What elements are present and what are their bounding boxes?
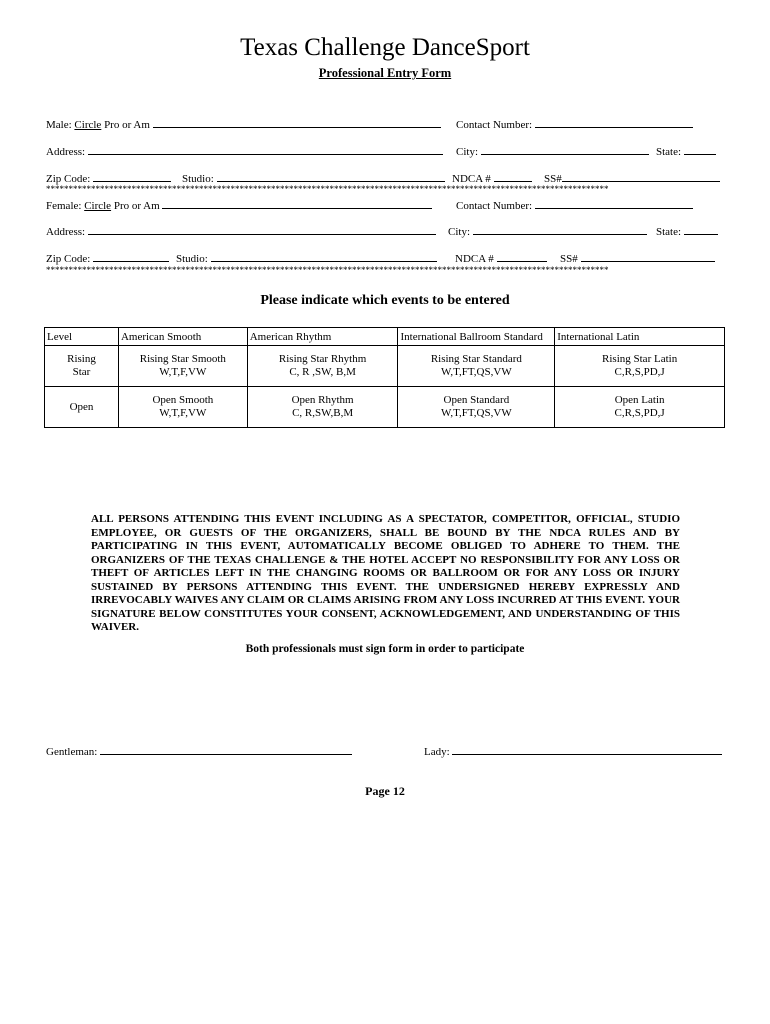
female-address-row [46, 224, 436, 238]
male-city-field[interactable] [481, 144, 649, 155]
separator-top: ***************************************************************************************************************************** [46, 184, 609, 194]
male-label: Male: [46, 119, 72, 131]
event-dances: C,R,S,PD,J [614, 407, 665, 419]
male-city-row [456, 144, 649, 158]
male-studio-row [182, 171, 445, 185]
female-contact-label: Contact Number: [456, 200, 533, 212]
male-city-label: City: [456, 146, 479, 158]
male-ss-field[interactable] [562, 171, 720, 182]
female-name-row [46, 198, 432, 212]
male-address-row [46, 144, 443, 158]
lady-signature-field[interactable] [452, 744, 722, 755]
male-ss-label: SS# [544, 173, 562, 185]
female-state-label: State: [656, 226, 682, 238]
event-name: Open Rhythm [291, 394, 354, 406]
male-address-label: Address: [46, 146, 86, 158]
form-title: Texas Challenge DanceSport [240, 34, 530, 61]
lady-label: Lady: [424, 746, 450, 758]
event-name: Open Standard [443, 394, 510, 406]
event-name: Rising Star Rhythm [278, 353, 367, 365]
female-name-field[interactable] [162, 198, 432, 209]
male-zip-field[interactable] [93, 171, 171, 182]
male-name-field[interactable] [153, 117, 441, 128]
female-ndca-field[interactable] [497, 251, 547, 262]
male-state-field[interactable] [684, 144, 716, 155]
male-circle-options: Pro or Am [101, 119, 150, 131]
event-cell[interactable] [555, 387, 725, 428]
female-label: Female: [46, 200, 82, 212]
event-cell[interactable] [398, 346, 555, 387]
male-studio-field[interactable] [217, 171, 445, 182]
female-zip-row [46, 251, 169, 265]
female-ss-label: SS# [560, 253, 578, 265]
female-ss-field[interactable] [581, 251, 715, 262]
female-ndca-label: NDCA # [455, 253, 494, 265]
female-circle-word: Circle [84, 200, 112, 212]
event-dances: C,R,S,PD,J [614, 366, 665, 378]
table-row [45, 387, 725, 428]
event-dances: C, R,SW,B,M [292, 407, 354, 419]
header-international-latin: International Latin [555, 328, 725, 346]
separator-bottom: ***************************************************************************************************************************** [46, 265, 609, 275]
female-ss-row [560, 251, 715, 265]
female-city-field[interactable] [473, 224, 647, 235]
page-number: Page 12 [365, 784, 405, 798]
event-dances: C, R ,SW, B,M [289, 366, 356, 378]
female-circle-options: Pro or Am [111, 200, 160, 212]
event-cell[interactable] [118, 387, 247, 428]
event-cell[interactable] [398, 387, 555, 428]
male-state-label: State: [656, 146, 682, 158]
form-subtitle: Professional Entry Form [318, 66, 452, 80]
female-state-field[interactable] [684, 224, 718, 235]
level-cell: Open [45, 387, 119, 428]
male-name-row [46, 117, 441, 131]
event-dances: W,T,FT,QS,VW [441, 366, 512, 378]
male-contact-field[interactable] [535, 117, 693, 128]
sign-note: Both professionals must sign form in order to participate [245, 643, 525, 655]
female-address-field[interactable] [88, 224, 436, 235]
event-name: Rising Star Standard [430, 353, 522, 365]
male-ss-row [544, 171, 720, 185]
male-ndca-field[interactable] [494, 171, 532, 182]
female-state-row [656, 224, 718, 238]
gentleman-label: Gentleman: [46, 746, 98, 758]
event-dances: W,T,FT,QS,VW [441, 407, 512, 419]
female-zip-label: Zip Code: [46, 253, 91, 265]
female-contact-field[interactable] [535, 198, 693, 209]
female-city-row [448, 224, 647, 238]
female-studio-label: Studio: [176, 253, 208, 265]
event-dances: W,T,F,VW [159, 407, 207, 419]
lady-signature-row [424, 744, 722, 758]
event-cell[interactable] [247, 346, 398, 387]
table-row [45, 346, 725, 387]
male-zip-label: Zip Code: [46, 173, 91, 185]
event-cell[interactable] [247, 387, 398, 428]
male-studio-label: Studio: [182, 173, 214, 185]
male-contact-label: Contact Number: [456, 119, 533, 131]
female-city-label: City: [448, 226, 471, 238]
gentleman-signature-field[interactable] [100, 744, 352, 755]
event-name: Rising Star Latin [602, 353, 678, 365]
event-cell[interactable] [118, 346, 247, 387]
male-state-row [656, 144, 716, 158]
male-circle-word: Circle [74, 119, 102, 131]
gentleman-signature-row [46, 744, 352, 758]
male-contact-row [456, 117, 693, 131]
header-american-smooth: American Smooth [118, 328, 247, 346]
events-header-row [45, 328, 725, 346]
female-studio-field[interactable] [211, 251, 437, 262]
event-name: Rising Star Smooth [139, 353, 226, 365]
female-address-label: Address: [46, 226, 86, 238]
female-zip-field[interactable] [93, 251, 169, 262]
female-contact-row [456, 198, 693, 212]
male-zip-row [46, 171, 171, 185]
event-name: Open Latin [614, 394, 665, 406]
level-cell: Rising Star [45, 346, 119, 387]
female-studio-row [176, 251, 437, 265]
header-level: Level [45, 328, 119, 346]
event-cell[interactable] [555, 346, 725, 387]
male-ndca-label: NDCA # [452, 173, 491, 185]
header-international-standard: International Ballroom Standard [398, 328, 555, 346]
event-dances: W,T,F,VW [159, 366, 207, 378]
female-ndca-row [455, 251, 547, 265]
event-name: Open Smooth [152, 394, 214, 406]
events-heading: Please indicate which events to be entered [260, 293, 510, 308]
male-ndca-row [452, 171, 532, 185]
header-american-rhythm: American Rhythm [247, 328, 398, 346]
waiver-text: ALL PERSONS ATTENDING THIS EVENT INCLUDING AS A SPECTATOR, COMPETITOR, OFFICIAL, STUDIO EMPLOYEE, OR GUESTS OF THE ORGANIZERS, SHALL BE BOUND BY THE NDCA RULES AND BY PARTICIPATING IN THIS EVENT, AUTOMATICALLY BECOME OBLIGED TO ADHERE TO THEM. THE ORGANIZERS OF THE TEXAS CHALLENGE & THE HOTEL ACCEPT NO RESPONSIBILITY FOR ANY LOSS OR THEFT OF ARTICLES LEFT IN THE CHANGING ROOMS OR BALLROOM OR FOR ANY LOSS OR INJURY SUSTAINED BY PERSONS ATTENDING THIS EVENT. THE UNDERSIGNED HEREBY EXPRESSLY AND IRREVOCABLY WAIVES ANY CLAIM OR CLAIMS ARISING FROM ANY LOSS INCURRED AT THIS EVENT. YOUR SIGNATURE BELOW CONSTITUTES YOUR CONSENT, ACKNOWLEDGEMENT, AND UNDERSTANDING OF THIS WAIVER. [91, 513, 680, 633]
events-table [44, 327, 725, 428]
male-address-field[interactable] [88, 144, 443, 155]
